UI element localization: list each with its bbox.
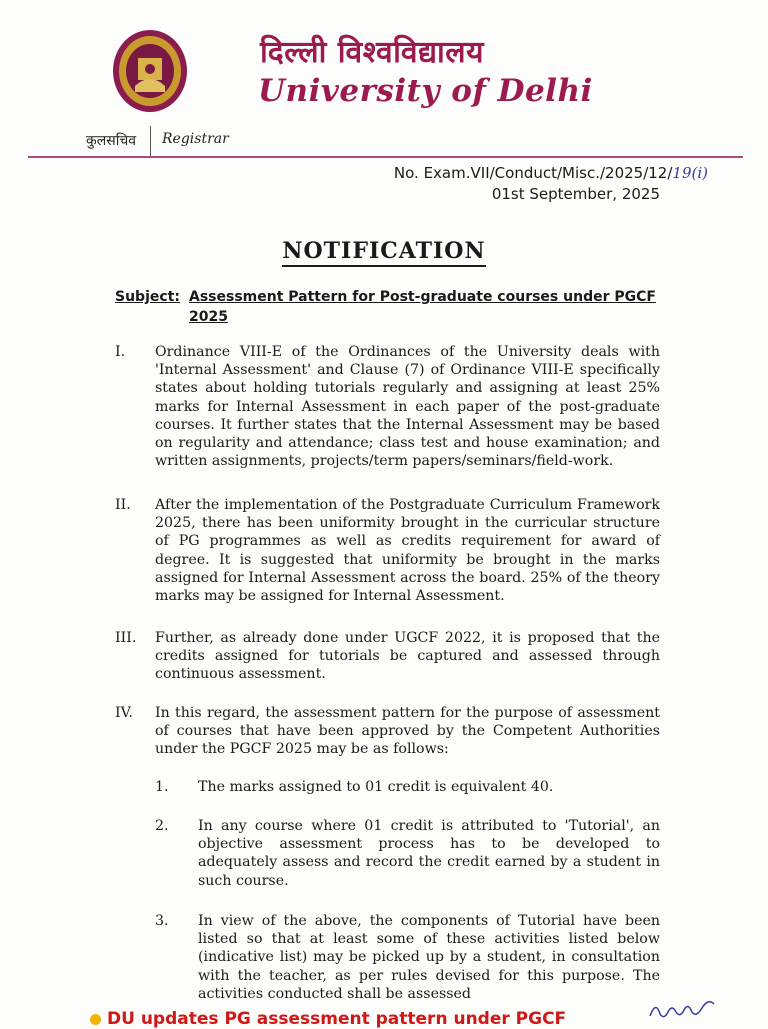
paragraph-number: II.	[115, 497, 131, 513]
paragraph-number: I.	[115, 344, 126, 360]
paragraph	[115, 629, 660, 684]
university-name-english: University of Delhi	[258, 73, 593, 109]
paragraph-number: III.	[115, 630, 137, 646]
paragraph	[115, 343, 660, 470]
header-divider	[28, 156, 743, 158]
paragraph	[115, 704, 660, 759]
news-banner	[90, 1009, 566, 1029]
news-banner-text: DU updates PG assessment pattern under PGCF	[107, 1009, 567, 1029]
paragraph	[115, 496, 660, 605]
office-label-english: Registrar	[162, 131, 229, 147]
subject-label: Subject:	[115, 289, 180, 305]
list-item-text: In view of the above, the components of Tutorial have been listed so that at least some of these activities listed below (indicative list) may be picked up by a student, in consultation with the teacher, as per rules devised for this purpose. The activities conducted shall be assessed	[198, 913, 660, 1002]
list-item-number: 3.	[155, 913, 169, 929]
office-separator	[150, 126, 151, 156]
list-item-text: In any course where 01 credit is attributed to 'Tutorial', an objective assessment process has to be developed to adequately assess and record the credit earned by a student in such course.	[198, 818, 660, 889]
university-name-hindi: दिल्ली विश्वविद्यालय	[260, 35, 485, 70]
subject-text-line2: 2025	[189, 309, 228, 325]
paragraph-text: In this regard, the assessment pattern for the purpose of assessment of courses that have been approved by the Competent Authorities under the PGCF 2025 may be as follows:	[155, 705, 660, 758]
list-item-text: The marks assigned to 01 credit is equivalent 40.	[198, 779, 554, 795]
list-item-number: 1.	[155, 779, 169, 795]
paragraph-text: Further, as already done under UGCF 2022, it is proposed that the credits assigned for tutorials be captured and assessed through continuous assessment.	[155, 630, 660, 683]
document-title	[0, 238, 768, 264]
list-item	[155, 912, 660, 1003]
subject-text-line1: Assessment Pattern for Post-graduate courses under PGCF	[189, 289, 656, 305]
bullet-icon	[90, 1014, 101, 1025]
handwritten-signature	[648, 990, 718, 1024]
office-label-hindi: कुलसचिव	[86, 133, 137, 149]
university-seal-logo	[111, 28, 189, 114]
notification-date: 01st September, 2025	[491, 185, 660, 203]
document-title-text: NOTIFICATION	[282, 238, 485, 267]
paragraph-text: After the implementation of the Postgraduate Curriculum Framework 2025, there has been uniformity brought in the curricular structure of PG programmes as well as credits requirement for award of degree. It is suggested that uniformity be brought in the marks assigned for Internal Assessment across the board. 25% of the theory marks may be assigned for Internal Assessment.	[155, 497, 660, 605]
handwritten-reference-suffix: 19(i)	[672, 164, 708, 182]
paragraph-number: IV.	[115, 705, 133, 721]
paragraph-text: Ordinance VIII-E of the Ordinances of the University deals with 'Internal Assessment' and Clause (7) of Ordinance VIII-E specifically states about holding tutorials regularly and assigning at least 25% marks for Internal Assessment in each paper of the post-graduate courses. It further states that the Internal Assessment may be based on regularity and attendance; class test and house examination; and written assignments, projects/term papers/seminars/field-work.	[155, 344, 660, 470]
list-item-number: 2.	[155, 818, 169, 834]
reference-number-text: No. Exam.VII/Conduct/Misc./2025/12/	[393, 164, 673, 182]
reference-number	[394, 164, 708, 182]
list-item	[155, 817, 660, 890]
subject-block	[115, 287, 670, 327]
list-item	[155, 778, 660, 796]
